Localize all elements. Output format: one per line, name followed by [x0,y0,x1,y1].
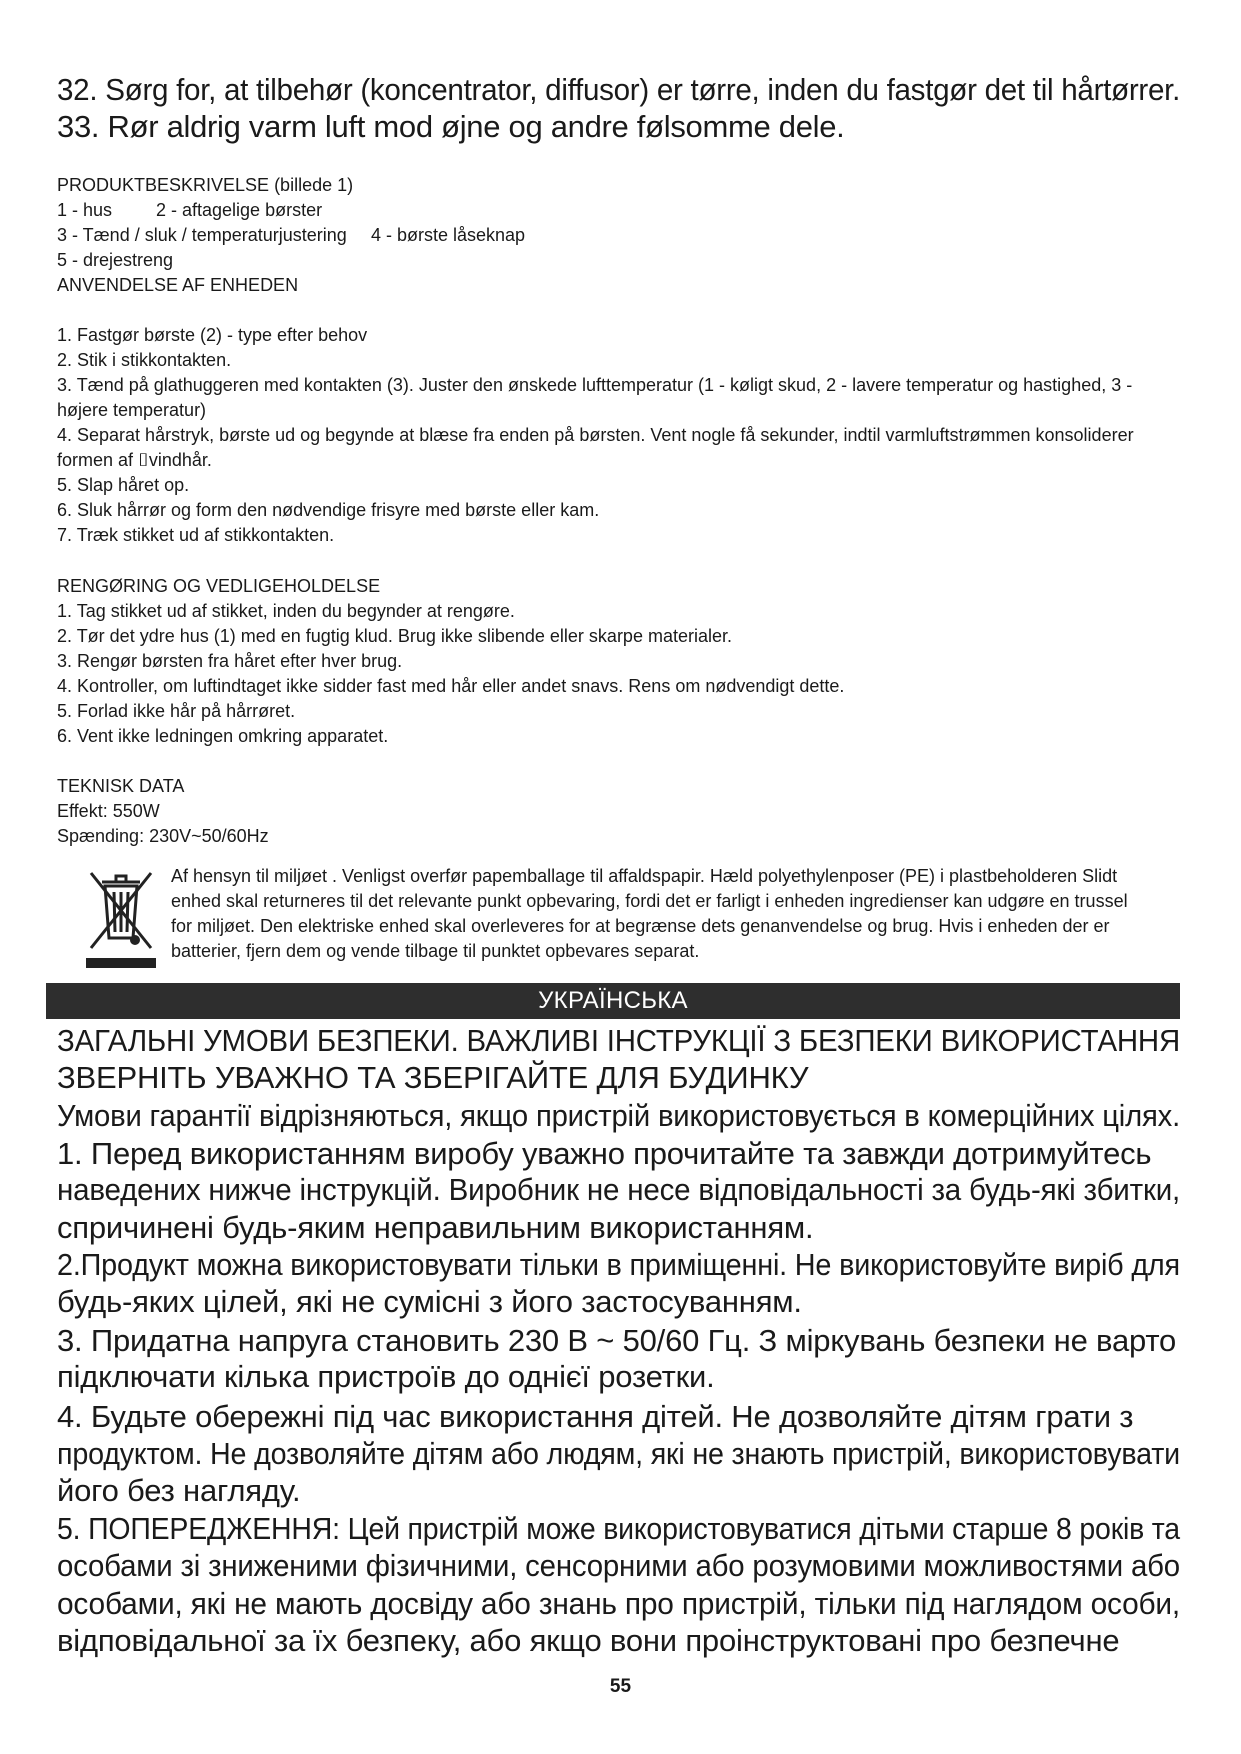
usage-heading: ANVENDELSE AF ENHEDEN [57,275,299,295]
ua-line: особами, які не мають досвіду або знань про пристрій, тільки під наглядом особи, [57,1586,1181,1621]
language-section-bar: УКРАЇНСЬКА [46,983,1180,1019]
ua-line: його без нагляду. [57,1473,301,1508]
ua-line: 2.Продукт можна використовувати тільки в приміщенні. Не використовуйте виріб для [57,1247,1180,1282]
technical-voltage: Spænding: 230V~50/60Hz [57,826,269,846]
ua-line: будь-яких цілей, які не сумісні з його застосуванням. [57,1284,802,1319]
environment-line: enhed skal returneres til det relevante punkt opbevaring, fordi det er farligt i enheden ingredienser kan udgøre en trussel [171,891,1128,911]
usage-line: formen af ⌷vindhår. [57,450,212,470]
cleaning-heading: RENGØRING OG VEDLIGEHOLDELSE [57,576,381,596]
cleaning-line: 5. Forlad ikke hår på hårrøret. [57,701,296,721]
technical-heading: TEKNISK DATA [57,776,185,796]
cleaning-line: 1. Tag stikket ud af stikket, inden du begynder at rengøre. [57,601,515,621]
usage-line: 1. Fastgør børste (2) - type efter behov [57,325,368,345]
ua-line: 3. Придатна напруга становить 230 В ~ 50/60 Гц. З міркувань безпеки не варто [57,1323,1177,1358]
ua-line: відповідальної за їх безпеку, або якщо вони проінструктовані про безпечне [57,1623,1120,1658]
usage-line: 4. Separat hårstryk, børste ud og begynde at blæse fra enden på børsten. Vent nogle få sekunder, indtil varmluftstrømmen konsoliderer [57,425,1134,445]
ua-line: 5. ПОПЕРЕДЖЕННЯ: Цей пристрій може використовуватися дітьми старше 8 років та [57,1511,1180,1546]
ua-line: ЗВЕРНІТЬ УВАЖНО ТА ЗБЕРІГАЙТЕ ДЛЯ БУДИНКУ [57,1060,809,1095]
usage-line: højere temperatur) [57,400,207,420]
usage-line: 7. Træk stikket ud af stikkontakten. [57,525,335,545]
cleaning-line: 6. Vent ikke ledningen omkring apparatet. [57,726,389,746]
part-4: 4 - børste låseknap [371,225,526,245]
cleaning-line: 2. Tør det ydre hus (1) med en fugtig klud. Brug ikke slibende eller skarpe materialer. [57,626,732,646]
ua-line: ЗАГАЛЬНІ УМОВИ БЕЗПЕКИ. ВАЖЛИВІ ІНСТРУКЦІЇ З БЕЗПЕКИ ВИКОРИСТАННЯ [57,1023,1181,1058]
environment-line: for miljøet. Den elektriske enhed skal overleveres for at begrænse dets genanvendelse og brug. Hvis i enheden der er [171,916,1110,936]
ua-line: продуктом. Не дозволяйте дітям або людям, які не знають пристрій, використовувати [57,1436,1180,1471]
usage-line: 3. Tænd på glathuggeren med kontakten (3). Juster den ønskede lufttemperatur (1 - køligt skud, 2 - lavere temperatur og hastighed, 3 - [57,375,1133,395]
ua-line: особами зі зниженими фізичними, сенсорними або розумовими можливостями або [57,1548,1180,1583]
environment-line: Af hensyn til miljøet . Venligst overfør papemballage til affaldspapir. Hæld polyethylenposer (PE) i plastbeholderen Slidt [171,866,1118,886]
part-3: 3 - Tænd / sluk / temperaturjustering [57,225,347,245]
product-description-heading: PRODUKTBESKRIVELSE (billede 1) [57,175,354,195]
usage-line: 5. Slap håret op. [57,475,190,495]
ua-line: спричинені будь-яким неправильним використанням. [57,1210,814,1245]
part-2: 2 - aftagelige børster [156,200,323,220]
part-1: 1 - hus [57,200,113,220]
ua-line: 4. Будьте обережні під час використання дітей. Не дозволяйте дітям грати з [57,1399,1134,1434]
ua-line: 1. Перед використанням виробу уважно прочитайте та завжди дотримуйтесь [57,1136,1152,1171]
ua-line: наведених нижче інструкцій. Виробник не несе відповідальності за будь-які збитки, [57,1172,1181,1207]
weee-crossed-bin-icon [86,868,156,970]
ua-line: Умови гарантії відрізняються, якщо пристрій використовується в комерційних цілях. [57,1098,1181,1133]
safety-item-32: 32. Sørg for, at tilbehør (koncentrator, diffusor) er tørre, inden du fastgør det til hårtørrer. [57,72,1181,107]
page-number: 55 [609,1676,632,1697]
environment-line: batterier, fjern dem og vende tilbage til punktet opbevares separat. [171,941,700,961]
cleaning-line: 4. Kontroller, om luftindtaget ikke sidder fast med hår eller andet snavs. Rens om nødvendigt dette. [57,676,845,696]
ua-line: підключати кілька пристроїв до однієї розетки. [57,1359,715,1394]
part-5: 5 - drejestreng [57,250,174,270]
usage-line: 2. Stik i stikkontakten. [57,350,232,370]
cleaning-line: 3. Rengør børsten fra håret efter hver brug. [57,651,403,671]
safety-item-33: 33. Rør aldrig varm luft mod øjne og andre følsomme dele. [57,109,845,144]
technical-power: Effekt: 550W [57,801,160,821]
usage-line: 6. Sluk hårrør og form den nødvendige frisyre med børste eller kam. [57,500,600,520]
